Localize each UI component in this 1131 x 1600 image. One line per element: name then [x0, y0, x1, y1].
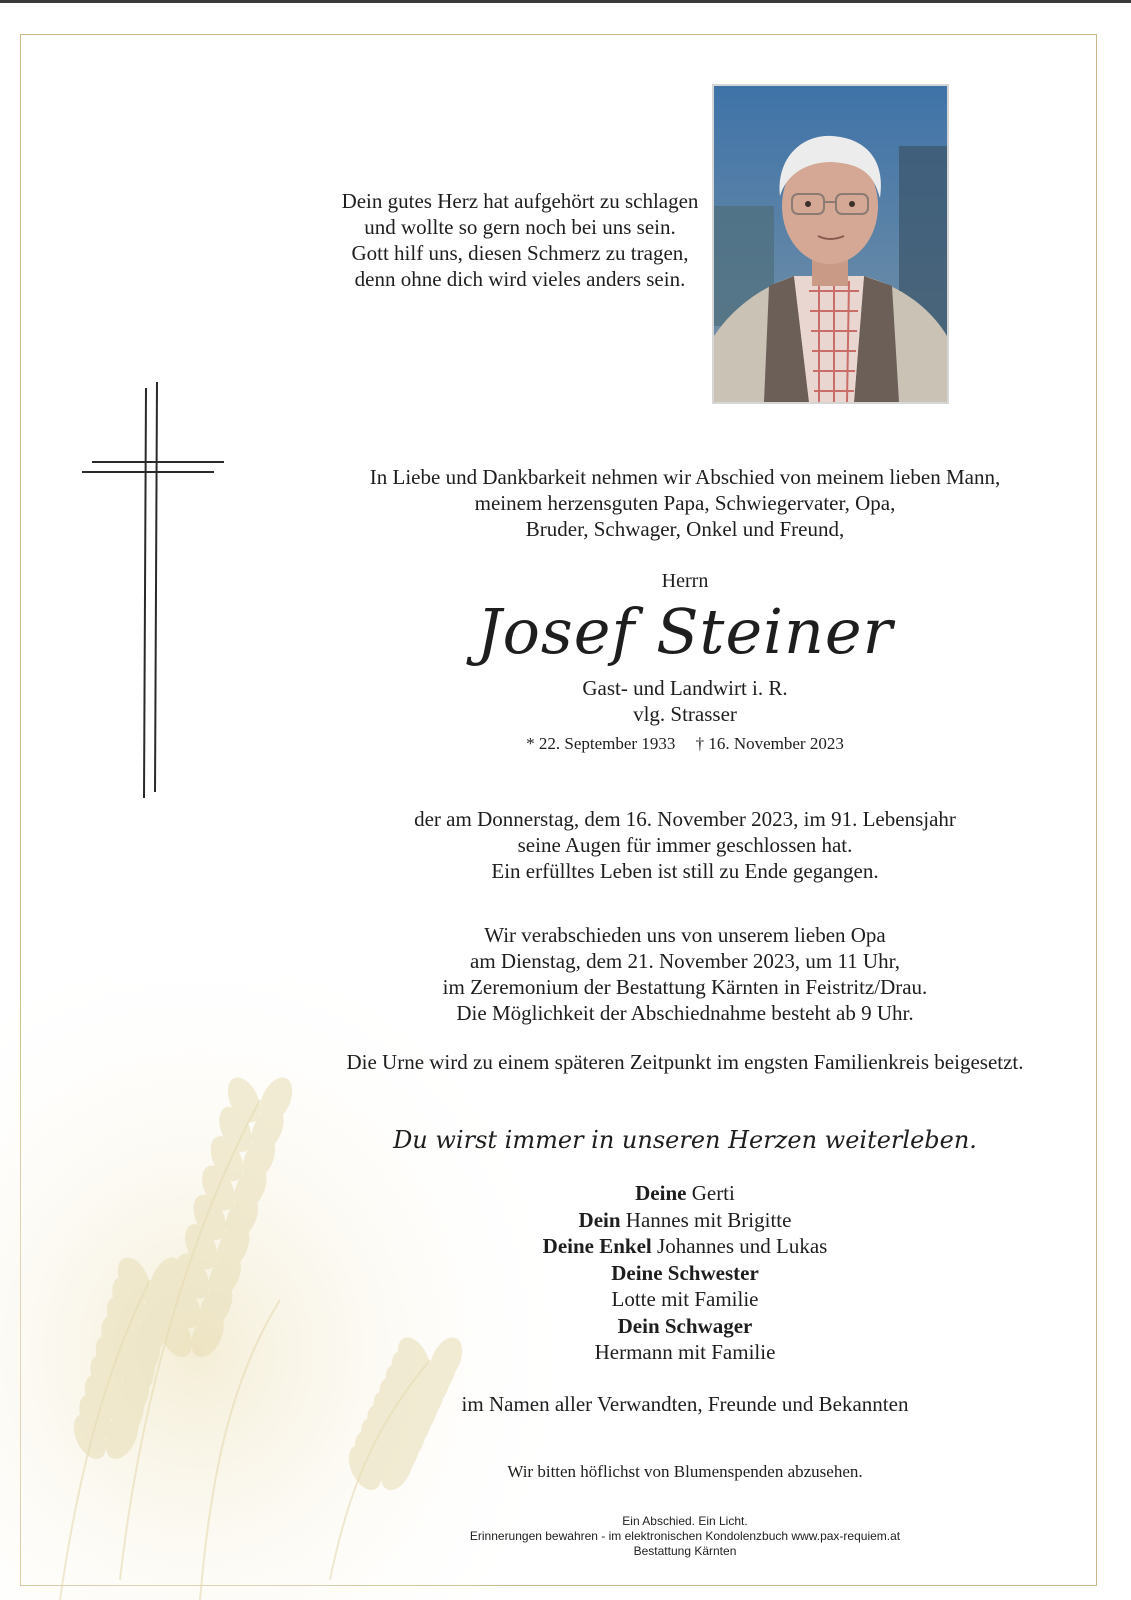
intro-line: meinem herzensguten Papa, Schwiegervater, Opa, [474, 491, 896, 515]
footer-line: Erinnerungen bewahren - im elektronischen Kondolenzbuch www.pax-requiem.at [469, 1529, 901, 1543]
funeral-line: am Dienstag, dem 21. November 2023, um 11 Uhr, [470, 949, 900, 973]
flowers-notice: Wir bitten höflichst von Blumenspenden abzusehen. [507, 1462, 863, 1481]
family-line-rest: Hannes mit Brigitte [620, 1207, 792, 1232]
family-line [300, 1339, 1070, 1366]
family-line [300, 1180, 1070, 1207]
funeral-line: Die Möglichkeit der Abschiednahme besteht ab 9 Uhr. [456, 1001, 914, 1025]
family-line-rest: Hermann mit Familie [594, 1340, 776, 1364]
deceased-name: Josef Steiner [476, 595, 894, 668]
family-line-bold: Deine Schwester [611, 1260, 759, 1285]
family-line [300, 1313, 1070, 1340]
intro-line: Bruder, Schwager, Onkel und Freund, [525, 517, 845, 541]
family-line-rest: Johannes und Lukas [651, 1234, 828, 1258]
cross-icon [80, 382, 230, 802]
family-line-bold: Deine Enkel [542, 1234, 652, 1258]
intro-text [300, 464, 1070, 542]
poem-line: und wollte so gern noch bei uns sein. [364, 215, 676, 239]
family-line-rest: Lotte mit Familie [611, 1287, 759, 1311]
occupation [300, 675, 1070, 727]
poem-line: denn ohne dich wird vieles anders sein. [354, 267, 686, 291]
death-notice-line: der am Donnerstag, dem 16. November 2023, im 91. Lebensjahr [414, 807, 956, 831]
occupation-line: Gast- und Landwirt i. R. [582, 676, 788, 700]
family-line-rest: Gerti [686, 1181, 735, 1205]
portrait-photo [712, 84, 949, 404]
urn-notice: Die Urne wird zu einem späteren Zeitpunkt im engsten Familienkreis beigesetzt. [346, 1050, 1024, 1074]
family-line-bold: Deine [635, 1181, 687, 1205]
family-line-bold: Dein [578, 1207, 621, 1232]
funeral-line: Wir verabschieden uns von unserem lieben Opa [484, 923, 886, 947]
top-edge-line [0, 0, 1131, 3]
salutation: Herrn [661, 570, 709, 592]
birth-date: * 22. September 1933 [526, 734, 676, 753]
poem-line: Dein gutes Herz hat aufgehört zu schlagen [341, 189, 699, 213]
family-line [300, 1207, 1070, 1234]
death-date: † 16. November 2023 [695, 734, 844, 753]
death-notice-line: Ein erfülltes Leben ist still zu Ende gegangen. [491, 859, 879, 883]
family-line [300, 1260, 1070, 1287]
family-line-bold: Dein Schwager [617, 1313, 753, 1338]
family-line [300, 1286, 1070, 1313]
intro-line: In Liebe und Dankbarkeit nehmen wir Abschied von meinem lieben Mann, [369, 465, 1001, 489]
poem-line: Gott hilf uns, diesen Schmerz zu tragen, [351, 241, 689, 265]
death-notice [300, 806, 1070, 884]
family-list [300, 1180, 1070, 1366]
funeral-info [300, 922, 1070, 1026]
funeral-line: im Zeremonium der Bestattung Kärnten in Feistritz/Drau. [442, 975, 928, 999]
motto: Du wirst immer in unseren Herzen weiterleben. [393, 1126, 977, 1154]
relatives-line: im Namen aller Verwandten, Freunde und Bekannten [461, 1392, 909, 1416]
occupation-line: vlg. Strasser [633, 702, 737, 726]
life-dates [300, 734, 1070, 754]
footer-line: Ein Abschied. Ein Licht. [622, 1514, 748, 1528]
footer [300, 1514, 1070, 1559]
family-line [300, 1233, 1070, 1260]
death-notice-line: seine Augen für immer geschlossen hat. [517, 833, 853, 857]
footer-line: Bestattung Kärnten [633, 1544, 737, 1558]
